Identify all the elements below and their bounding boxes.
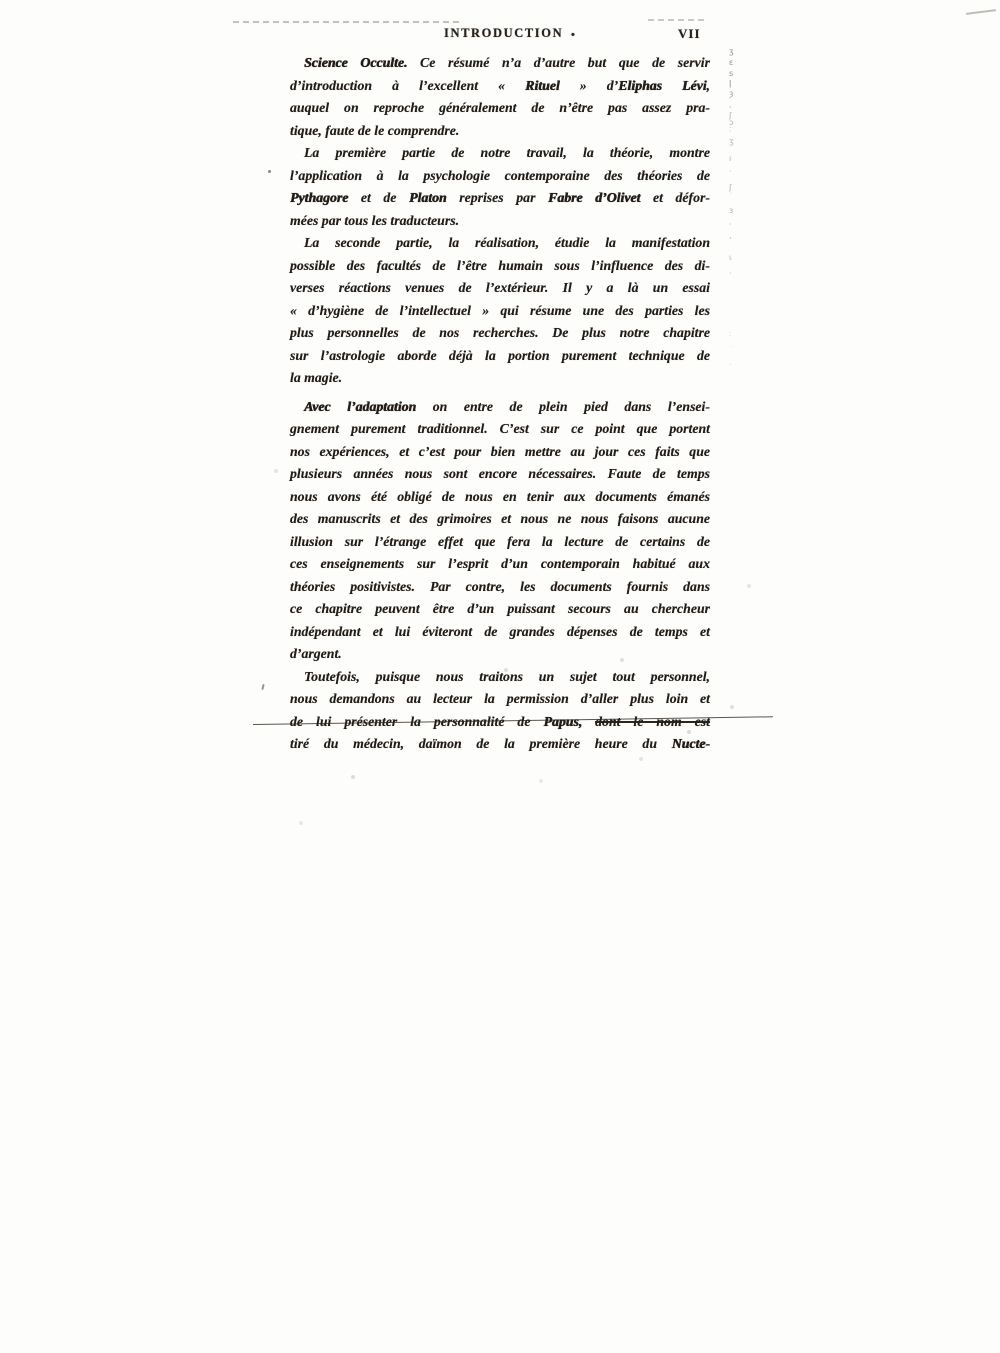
text-line: nous avons été obligé de nous en tenir aux documents émanés (290, 488, 710, 504)
edge-mark-artifact: ː (729, 329, 732, 338)
paragraph (290, 232, 710, 390)
header-separator-dot: • (571, 29, 575, 41)
text-line: « d’hygiène de l’intellectuel » qui résume une des parties les (290, 302, 710, 318)
edge-mark-artifact: ˸ (729, 126, 732, 135)
text-line: la magie. (290, 370, 343, 385)
text-segment: et défor- (640, 190, 710, 205)
text-line: ces enseignements sur l’esprit d’un contemporain habitué aux (290, 556, 710, 571)
text-line (290, 733, 710, 756)
paper-noise-specks (0, 0, 2, 2)
text-line: sur l’astrologie aborde déjà la portion purement technique de (290, 347, 710, 363)
text-segment: Fabre d’Olivet (548, 190, 641, 205)
text-segment: Avec l’adaptation (304, 398, 417, 414)
text-line (290, 396, 710, 419)
margin-speck-artifact (261, 684, 264, 690)
text-segment: de lui présenter la personnalité de (290, 713, 544, 729)
text-line: Toutefois, puisque nous traitons un sujet tout personnel, (304, 668, 710, 684)
edge-mark-artifact: ı (729, 154, 732, 163)
edge-mark-artifact: · (729, 103, 732, 112)
text-line: possible des facultés de l’être humain sous l’influence des di- (290, 257, 710, 273)
scan-dash-artifact (233, 21, 459, 23)
edge-mark-artifact: · (729, 269, 732, 278)
text-segment (582, 714, 595, 729)
text-line: illusion sur l’étrange effet que fera la lecture de certains de (290, 533, 710, 549)
paragraph (290, 52, 710, 142)
text-line: gnement purement traditionnel. C’est sur ce point que portent (290, 421, 710, 436)
running-title: INTRODUCTION (444, 26, 564, 40)
text-segment: Ce résumé n’a d’autre but que de servir (420, 55, 710, 70)
text-line: des manuscrits et des grimoires et nous ne nous faisons aucune (290, 511, 710, 526)
edge-mark-artifact: · (729, 167, 732, 176)
text-segment: Rituel (525, 77, 560, 93)
text-line: ce chapitre peuvent être d’un puissant secours au chercheur (290, 601, 710, 616)
text-segment: Pythagore (290, 190, 349, 205)
body-text-block (290, 52, 710, 756)
text-segment: » d’ (559, 77, 619, 93)
paragraph (290, 142, 710, 232)
text-segment: et de (348, 190, 410, 205)
edge-mark-artifact: ʒ (729, 47, 734, 56)
edge-mark-artifact: ǀ (729, 79, 732, 88)
edge-mark-artifact: ˑ (729, 361, 732, 370)
scan-dash-artifact (648, 19, 704, 21)
paragraph (290, 666, 710, 756)
paragraph (290, 396, 710, 666)
text-line: verses réactions venues de l’extérieur. Il y a là un essai (290, 280, 710, 295)
text-segment: Papus, (543, 713, 583, 729)
text-line (290, 187, 710, 210)
text-segment: Nucte- (671, 736, 710, 751)
edge-mark-artifact: ȝ (729, 89, 734, 98)
text-line: théories positivistes. Par contre, les documents fournis dans (290, 578, 710, 594)
text-line: l’application à la psychologie contemporaine des théories de (290, 167, 710, 183)
text-line (290, 75, 710, 98)
edge-mark-artifact: ʒ (729, 137, 734, 146)
edge-mark-artifact: ˙ (729, 345, 733, 354)
text-segment: Platon (409, 190, 447, 205)
struck-text: dont le nom est (595, 713, 710, 729)
text-line: nous demandons au lecteur la permission d’aller plus loin et (290, 691, 710, 706)
text-line: plus personnelles de nos recherches. De plus notre chapitre (290, 325, 710, 340)
edge-mark-artifact: s (729, 69, 734, 78)
text-line (290, 52, 710, 75)
corner-scan-artifact (966, 9, 996, 15)
edge-mark-artifact: ι (729, 253, 732, 262)
edge-mark-artifact: ʼ (729, 236, 732, 245)
text-line: mées par tous les traducteurs. (290, 212, 460, 228)
text-line: d’argent. (290, 646, 342, 661)
text-line: La première partie de notre travail, la théorie, montre (304, 145, 710, 160)
text-line: La seconde partie, la réalisation, étudie la manifestation (304, 235, 710, 250)
text-line: auquel on reproche généralement de n’être pas assez pra- (290, 100, 710, 115)
text-segment: Science Occulte. (304, 55, 421, 70)
text-line: nos expériences, et c’est pour bien mettre au jour ces faits que (290, 443, 710, 459)
page-number: VII (678, 26, 701, 41)
edge-mark-artifact: ʃ (729, 111, 732, 120)
text-line: tique, faute de le comprendre. (290, 122, 460, 138)
text-segment: tiré du médecin, daïmon de la première heure du (290, 736, 672, 751)
text-segment: d’introduction à l’excellent « (290, 77, 526, 93)
text-segment: Eliphas Lévi (618, 77, 707, 93)
text-segment: , (706, 77, 710, 93)
text-line: plusieurs années nous sont encore nécessaires. Faute de temps (290, 466, 710, 481)
text-segment: reprises par (446, 190, 549, 205)
edge-mark-artifact: ɛ (729, 58, 734, 67)
edge-mark-artifact: ʃ (729, 183, 732, 192)
edge-mark-artifact: ˙ (729, 192, 733, 201)
margin-speck-artifact (268, 170, 271, 173)
text-line: indépendant et lui éviteront de grandes dépenses de temps et (290, 623, 710, 639)
edge-mark-artifact: ɔ (729, 118, 734, 127)
edge-mark-artifact: · (729, 220, 732, 229)
text-segment: on entre de plein pied dans l’ensei- (416, 398, 710, 414)
edge-mark-artifact: ɜ (729, 206, 734, 215)
